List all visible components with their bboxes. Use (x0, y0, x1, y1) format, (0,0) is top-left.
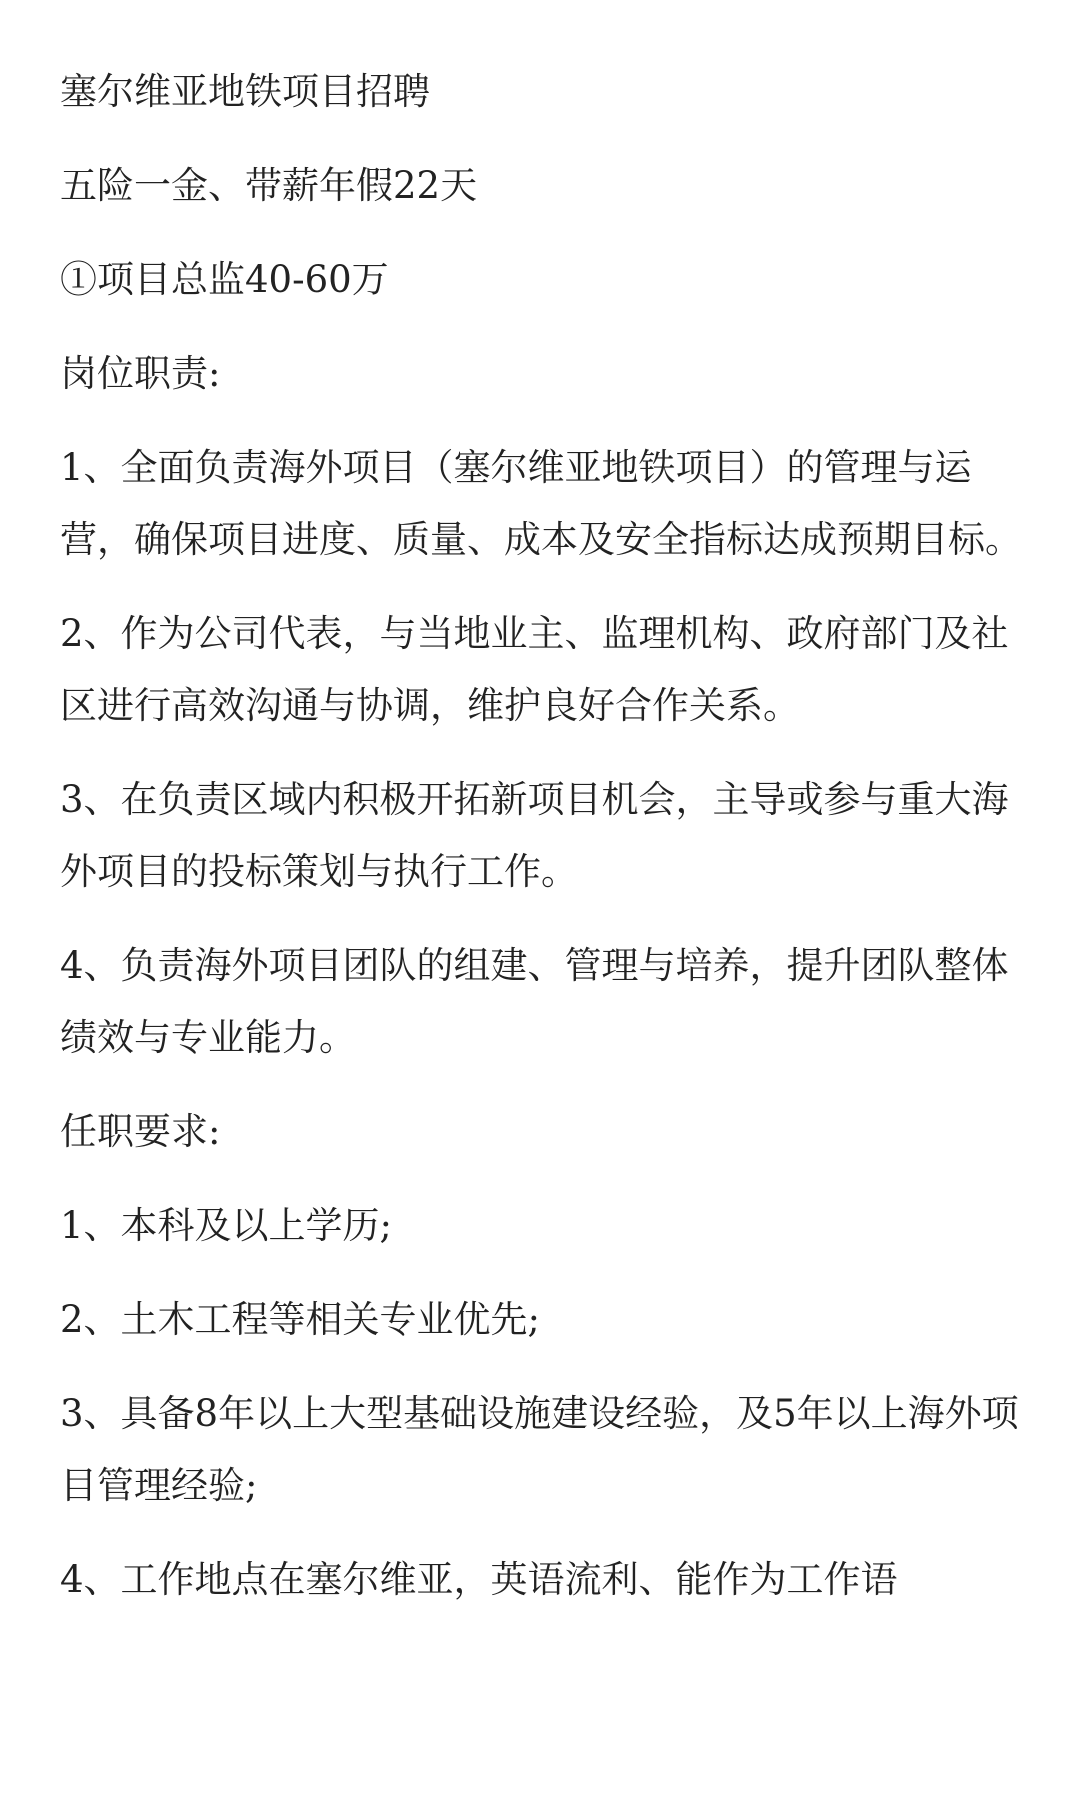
benefits-text: 五险一金、带薪年假22天 (60, 164, 478, 207)
post-title: 塞尔维亚地铁项目招聘 (60, 70, 430, 113)
job-post-body (60, 56, 1025, 1638)
duties-heading: 岗位职责: (60, 352, 221, 395)
requirement-item-3: 3、具备8年以上大型基础设施建设经验，及5年以上海外项目管理经验; (60, 1392, 1019, 1507)
requirement-item-2: 2、土木工程等相关专业优先; (60, 1298, 541, 1341)
duty-item-4: 4、负责海外项目团队的组建、管理与培养，提升团队整体绩效与专业能力。 (60, 944, 1009, 1059)
requirement-item-4: 4、工作地点在塞尔维亚，英语流利、能作为工作语 (60, 1558, 898, 1601)
requirement-item-1: 1、本科及以上学历; (60, 1204, 393, 1247)
requirements-heading: 任职要求: (60, 1110, 221, 1153)
duty-item-2: 2、作为公司代表，与当地业主、监理机构、政府部门及社区进行高效沟通与协调，维护良好合作关系。 (60, 612, 1009, 727)
duty-item-3: 3、在负责区域内积极开拓新项目机会，主导或参与重大海外项目的投标策划与执行工作。 (60, 778, 1009, 893)
position-salary: ①项目总监40-60万 (60, 258, 389, 301)
duty-item-1: 1、全面负责海外项目（塞尔维亚地铁项目）的管理与运营，确保项目进度、质量、成本及安全指标达成预期目标。 (60, 446, 1022, 561)
